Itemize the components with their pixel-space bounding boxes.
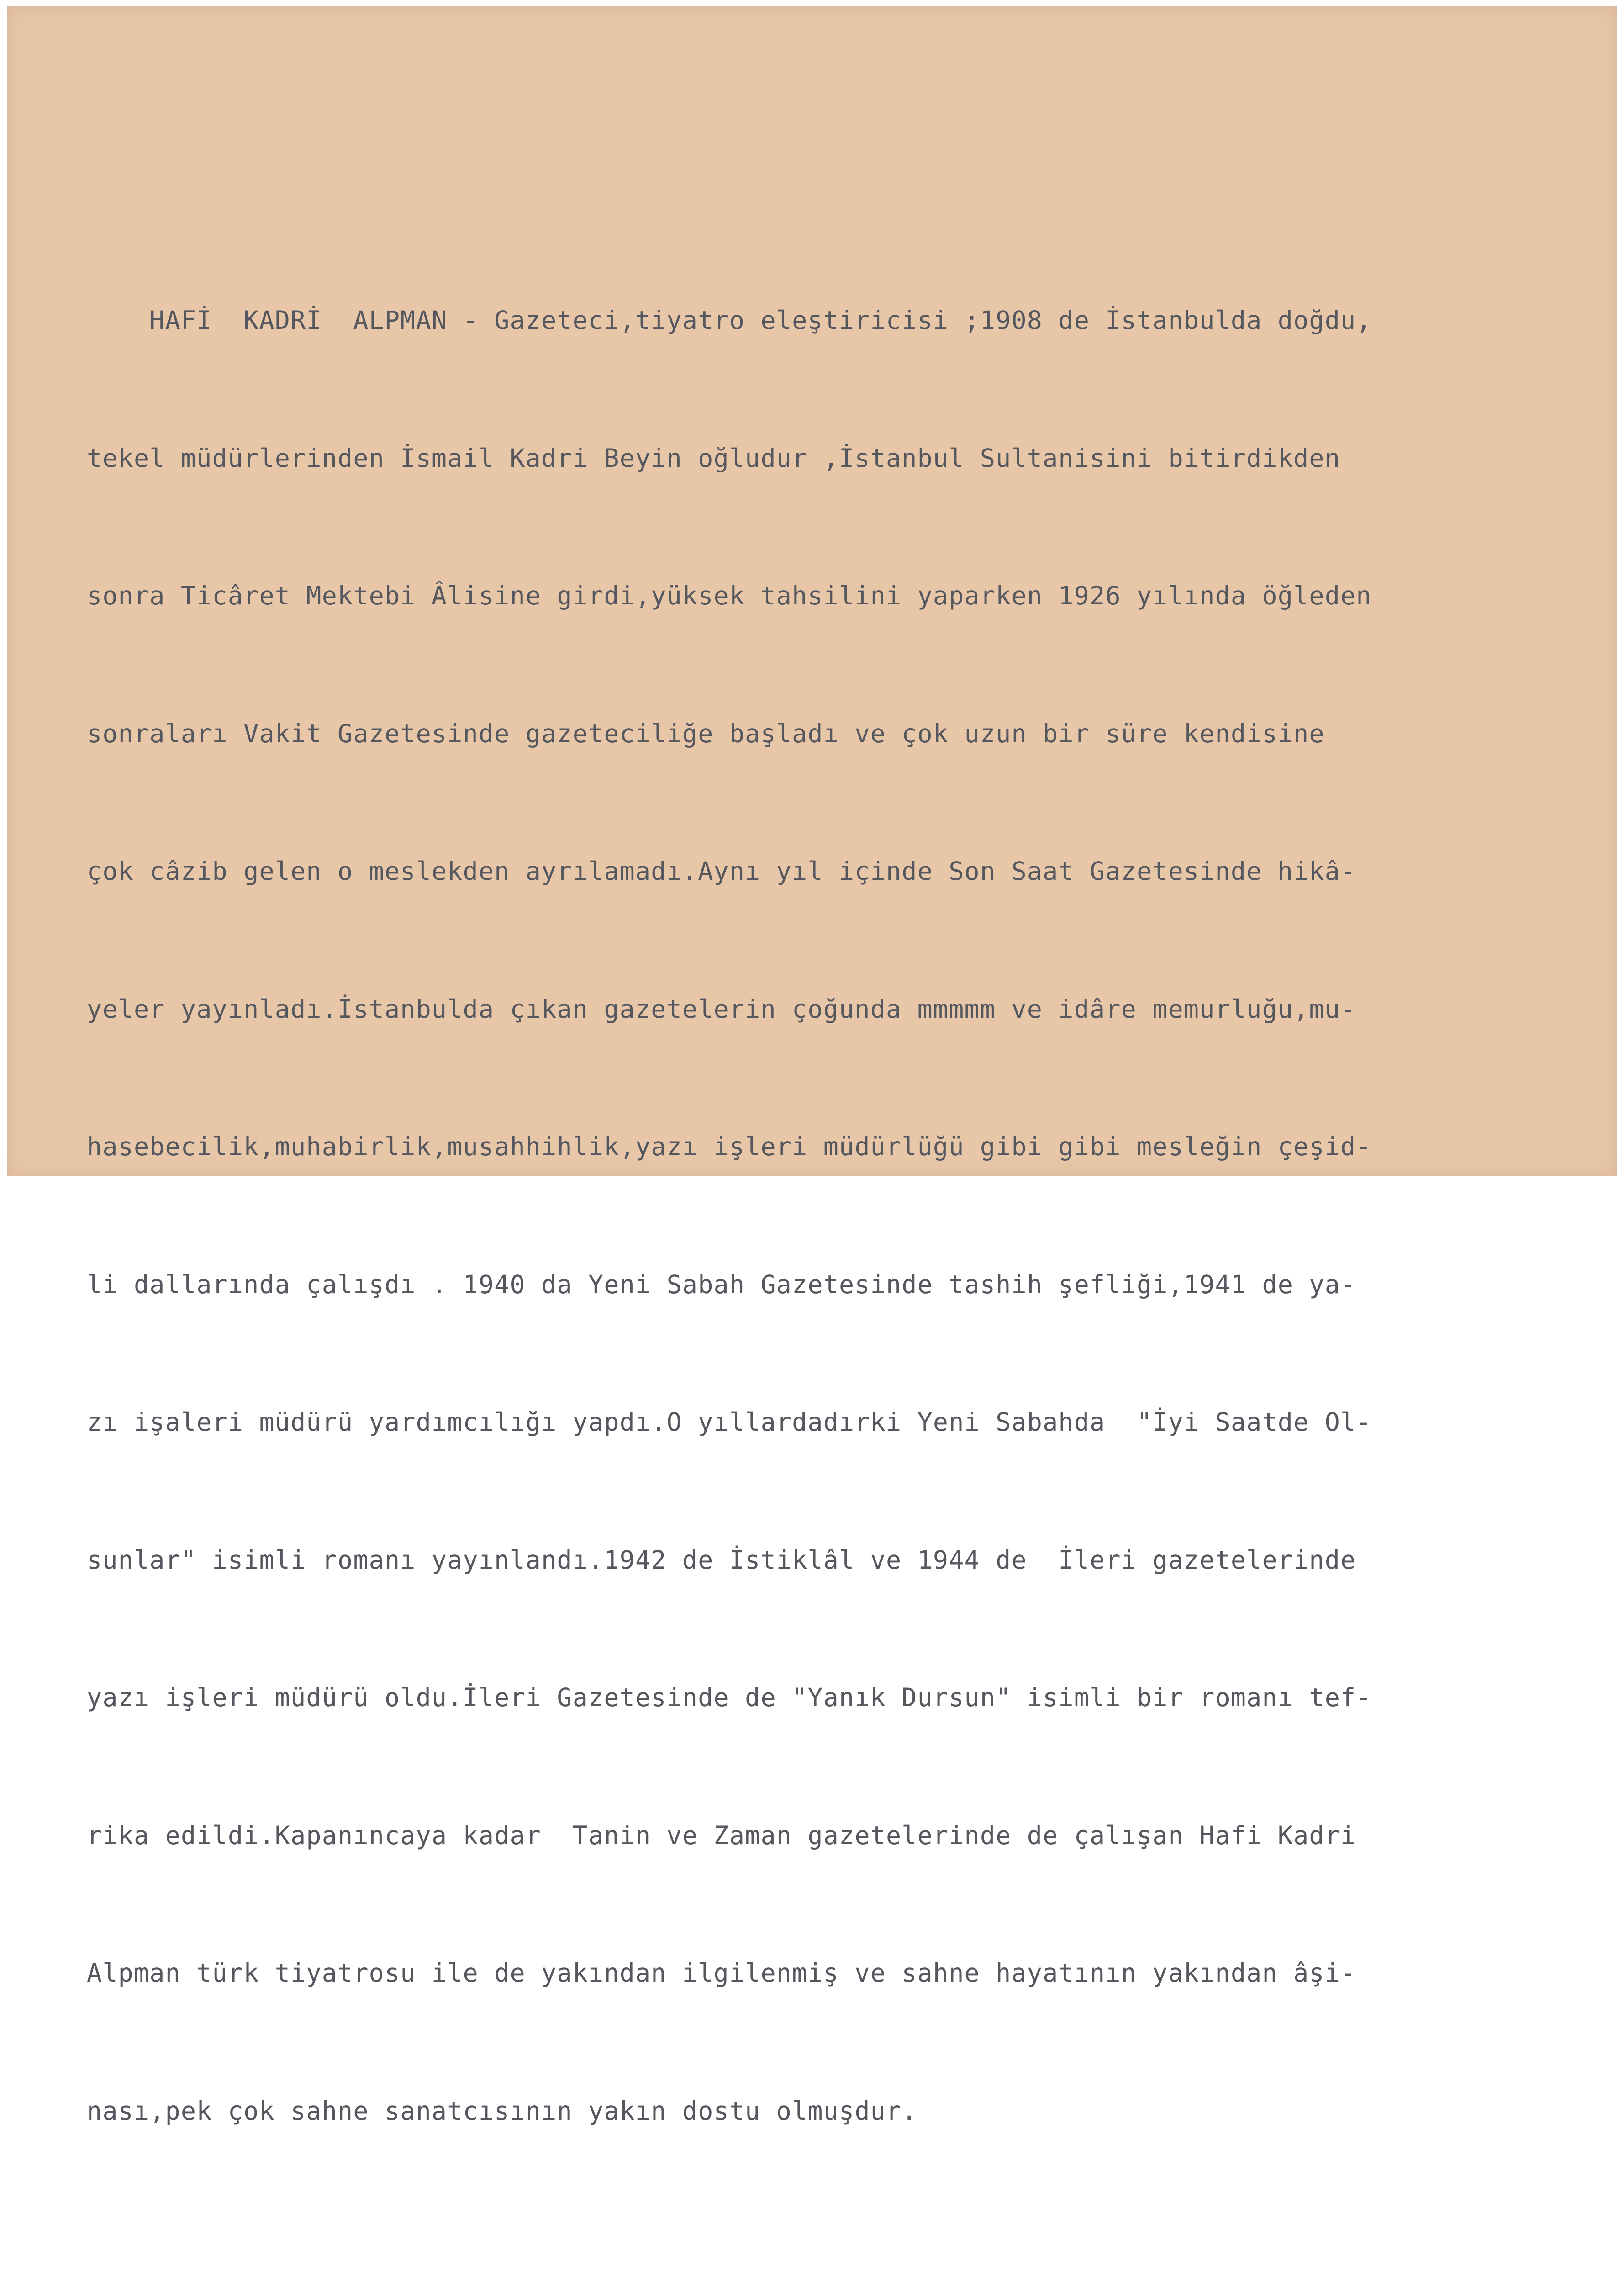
text-line: HAFİ KADRİ ALPMAN - Gazeteci,tiyatro eleştiricisi ;1908 de İstanbulda doğdu, bbox=[87, 306, 1372, 335]
text-line: rika edildi.Kapanıncaya kadar Tanin ve Zaman gazetelerinde de çalışan Hafi Kadri bbox=[87, 1820, 1356, 1850]
text-line: zı işaleri müdürü yardımcılığı yapdı.O yıllardadırki Yeni Sabahda "İyi Saatde Ol- bbox=[87, 1407, 1372, 1437]
text-line: çok câzib gelen o meslekden ayrılamadı.Aynı yıl içinde Son Saat Gazetesinde hikâ- bbox=[87, 856, 1356, 886]
text-line: hasebecilik,muhabirlik,musahhihlik,yazı işleri müdürlüğü gibi gibi mesleğin çeşid- bbox=[87, 1132, 1372, 1161]
text-line: Alpman türk tiyatrosu ile de yakından ilgilenmiş ve sahne hayatının yakından âşi- bbox=[87, 1958, 1356, 1988]
typewritten-text bbox=[87, 114, 1624, 2284]
text-line: tekel müdürlerinden İsmail Kadri Beyin oğludur ,İstanbul Sultanisini bitirdikden bbox=[87, 443, 1341, 473]
text-line: sonraları Vakit Gazetesinde gazeteciliğe başladı ve çok uzun bir süre kendisine bbox=[87, 719, 1325, 748]
text-line: li dallarında çalışdı . 1940 da Yeni Sabah Gazetesinde tashih şefliği,1941 de ya- bbox=[87, 1269, 1356, 1299]
paragraph-biography bbox=[87, 206, 1624, 2226]
text-line: sonra Ticâret Mektebi Âlisine girdi,yüksek tahsilini yaparken 1926 yılında öğleden bbox=[87, 581, 1372, 610]
text-line: yazı işleri müdürü oldu.İleri Gazetesinde de "Yanık Dursun" isimli bir romanı tef- bbox=[87, 1683, 1372, 1712]
text-line: yeler yayınladı.İstanbulda çıkan gazetelerin çoğunda mmmmm ve idâre memurluğu,mu- bbox=[87, 994, 1356, 1024]
text-line: nası,pek çok sahne sanatcısının yakın dostu olmuşdur. bbox=[87, 2096, 917, 2125]
paper-sheet bbox=[7, 6, 1617, 2125]
text-line: sunlar" isimli romanı yayınlandı.1942 de İstiklâl ve 1944 de İleri gazetelerinde bbox=[87, 1545, 1356, 1575]
